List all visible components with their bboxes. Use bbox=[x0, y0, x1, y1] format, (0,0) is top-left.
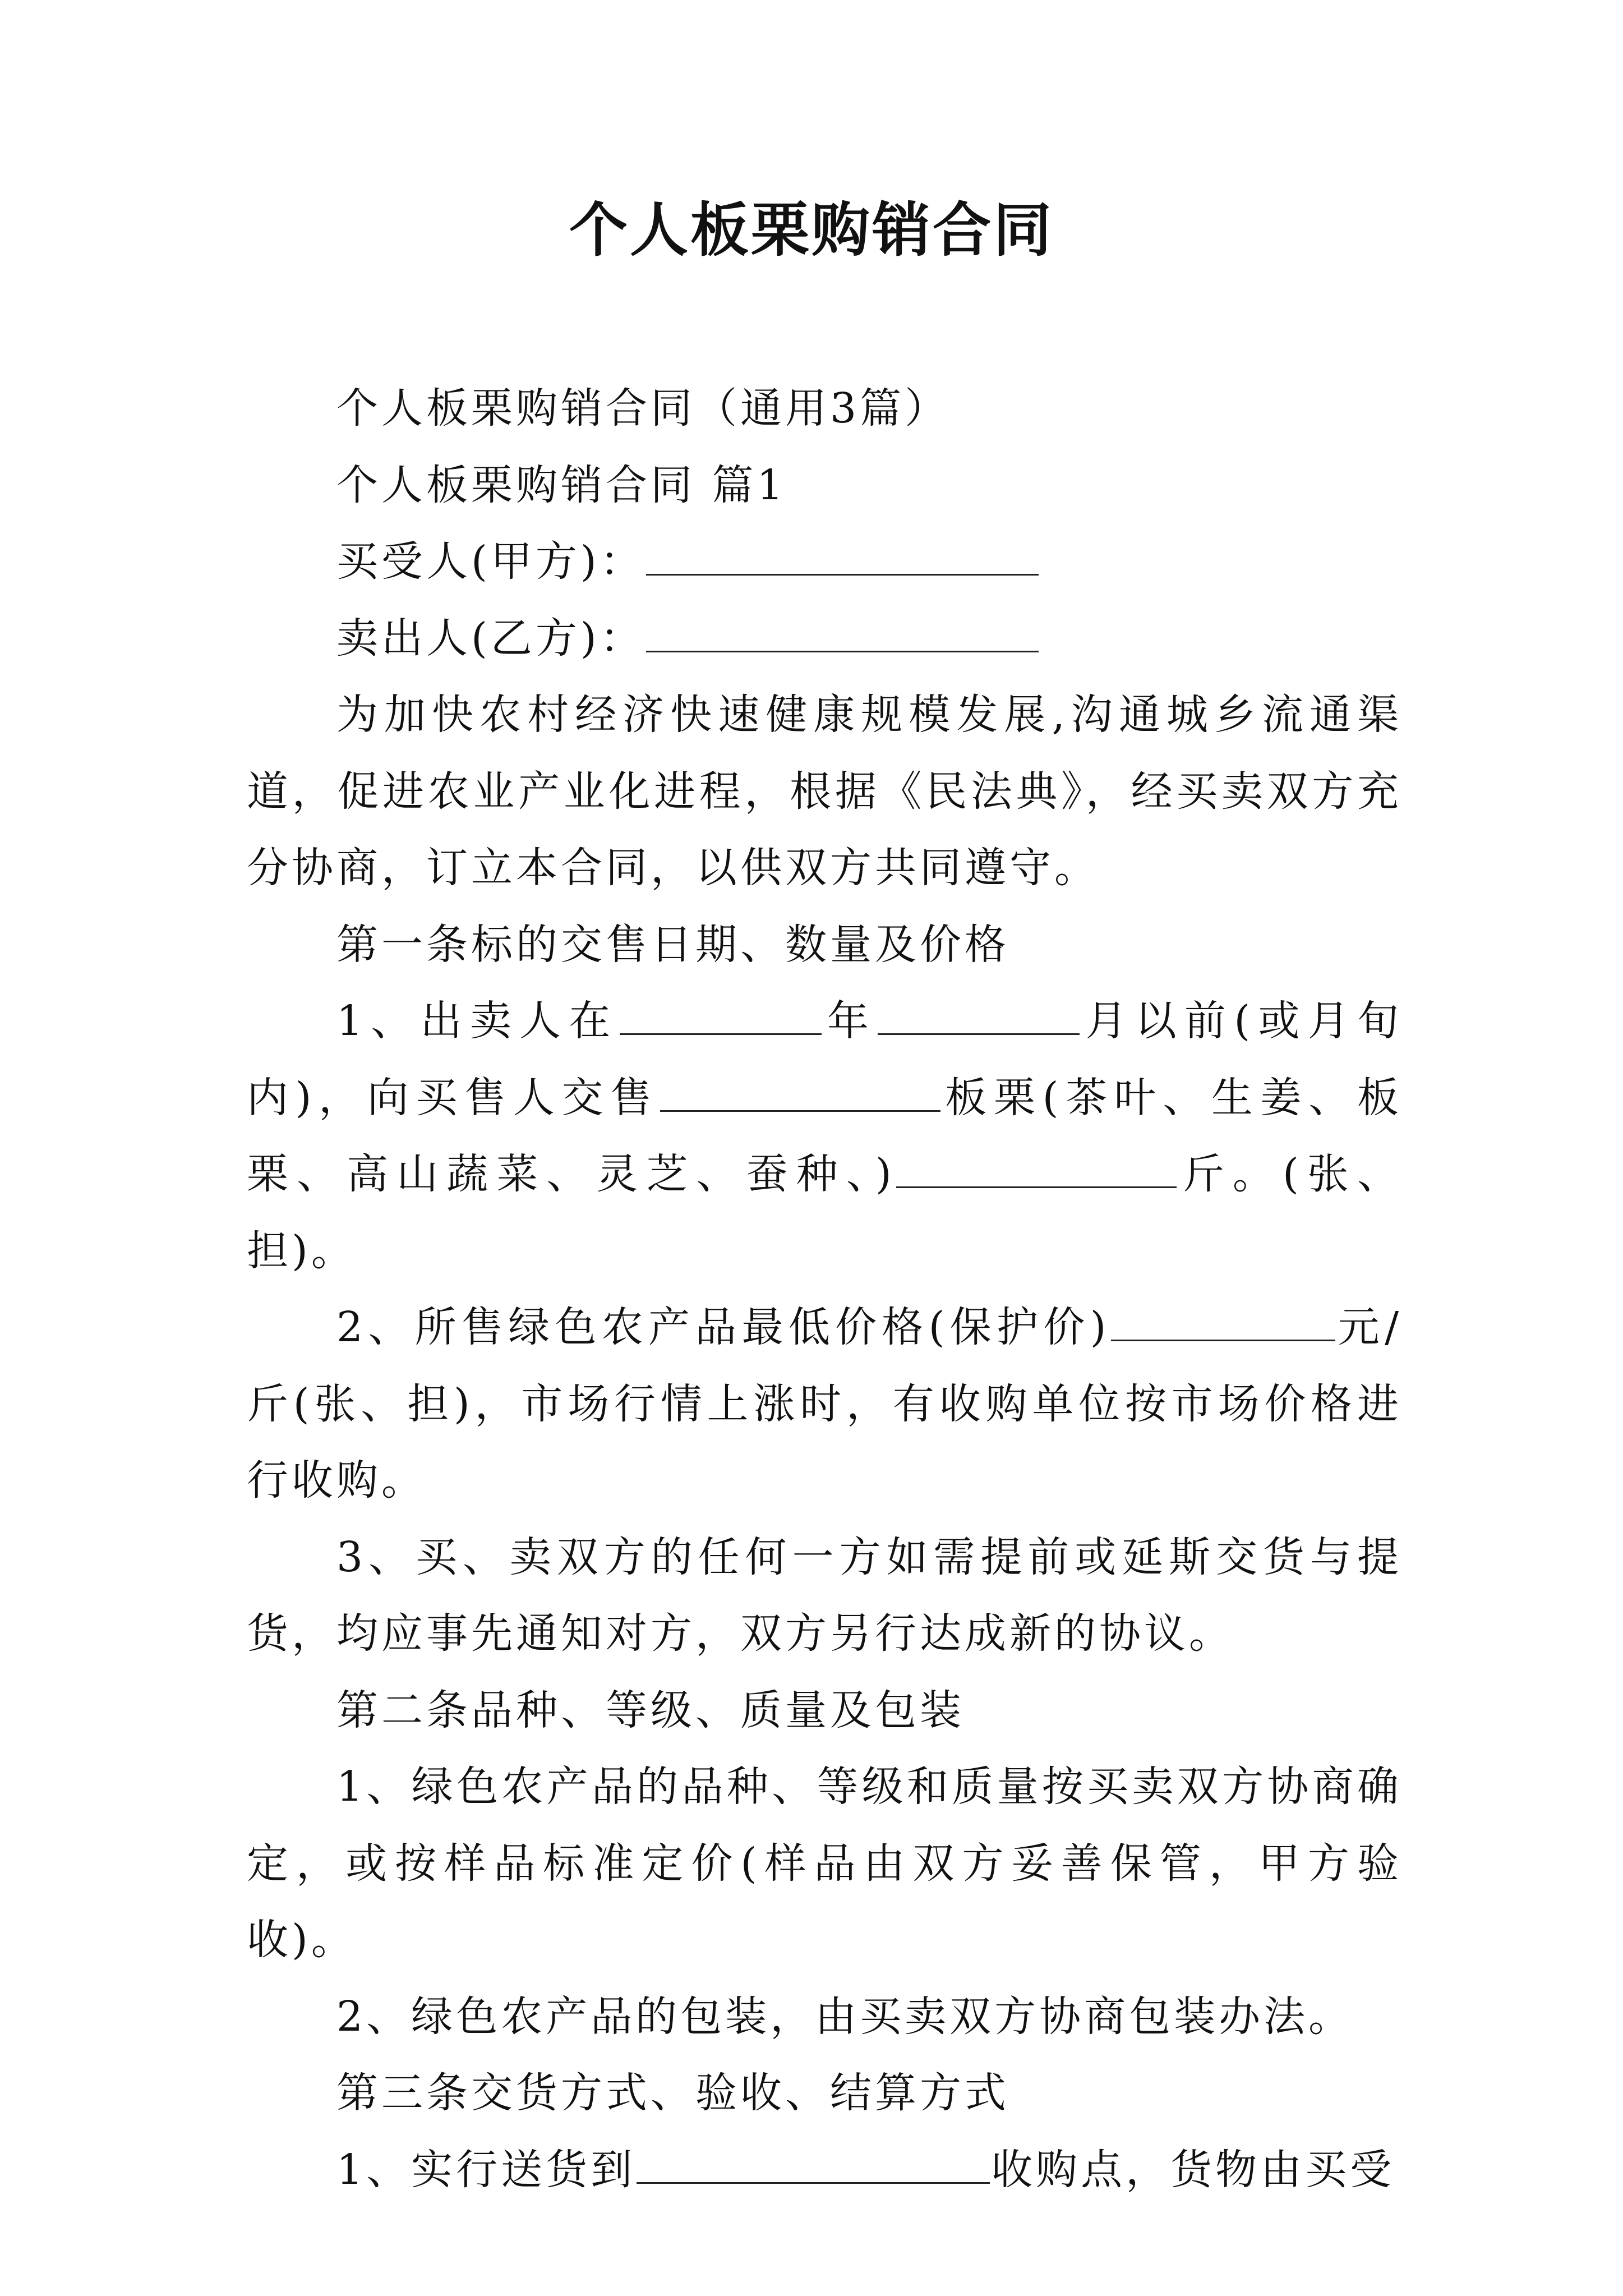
paragraph-article-2-clause-2 bbox=[247, 1978, 1402, 2055]
seller-label: 卖出人(乙方)： bbox=[336, 614, 645, 662]
place-blank-line bbox=[637, 2143, 990, 2184]
buyer-blank-line bbox=[646, 535, 1039, 576]
weight-blank-line bbox=[896, 1147, 1177, 1188]
paragraph-article-3-clause-1 bbox=[247, 2132, 1402, 2208]
paragraph-section-heading bbox=[247, 447, 1402, 524]
clause-2-text-b: 元/斤(张、担)，市场行情上涨时，有收购单位按市场价格进行收购。 bbox=[247, 1303, 1402, 1504]
paragraph-buyer bbox=[247, 523, 1402, 600]
seller-blank-line bbox=[646, 611, 1039, 652]
buyer-label: 买受人(甲方)： bbox=[336, 537, 645, 586]
paragraph-doc-heading bbox=[247, 370, 1402, 447]
clause-1-text-d: 板栗(茶叶、生姜、板栗、高山蔬菜、灵芝、蚕种、) bbox=[247, 1073, 1402, 1198]
clause-1-text-e: 斤。(张、担)。 bbox=[247, 1150, 1402, 1275]
year-blank-line bbox=[620, 994, 822, 1035]
clause-3-text: 3、买、卖双方的任何一方如需提前或延斯交货与提货，均应事先通知对方，双方另行达成新的协议。 bbox=[247, 1533, 1402, 1658]
paragraph-article-2-clause-1 bbox=[247, 1749, 1402, 1978]
document-title: 个人板栗购销合同 bbox=[569, 195, 1054, 264]
article-2-clause-1-text: 1、绿色农产品的品种、等级和质量按买卖双方协商确定，或按样品标准定价(样品由双方妥善保管，甲方验收)。 bbox=[247, 1763, 1402, 1964]
article-3-clause-1-text-b: 收购点，货物由买受 bbox=[991, 2145, 1395, 2194]
article-3-heading-text: 第三条交货方式、验收、结算方式 bbox=[336, 2069, 1009, 2117]
clause-1-text-c: 月以前(或月旬内)，向买售人交售 bbox=[247, 997, 1403, 1122]
doc-heading-text: 个人板栗购销合同（通用3篇） bbox=[336, 384, 950, 432]
clause-1-text-a: 1、出卖人在 bbox=[336, 997, 619, 1045]
paragraph-article-2-heading bbox=[247, 1672, 1402, 1749]
article-3-clause-1-text-a: 1、实行送货到 bbox=[336, 2145, 636, 2194]
month-blank-line bbox=[878, 994, 1080, 1035]
paragraph-preamble bbox=[247, 677, 1402, 907]
article-2-heading-text: 第二条品种、等级、质量及包装 bbox=[336, 1686, 965, 1734]
paragraph-article-1-clause-3 bbox=[247, 1519, 1402, 1672]
article-1-heading-text: 第一条标的交售日期、数量及价格 bbox=[336, 920, 1009, 969]
clause-1-text-b: 年 bbox=[822, 997, 877, 1045]
product-blank-line bbox=[660, 1071, 940, 1112]
paragraph-article-3-heading bbox=[247, 2055, 1402, 2132]
section-heading-text: 个人板栗购销合同 篇1 bbox=[336, 461, 787, 509]
clause-2-text-a: 2、所售绿色农产品最低价格(保护价) bbox=[336, 1303, 1110, 1351]
price-blank-line bbox=[1111, 1300, 1335, 1341]
preamble-text: 为加快农村经济快速健康规模发展,沟通城乡流通渠道，促进农业产业化进程，根据《民法典》，经买卖双方充分协商，订立本合同，以供双方共同遵守。 bbox=[247, 691, 1402, 892]
paragraph-article-1-clause-2 bbox=[247, 1289, 1402, 1519]
paragraph-article-1-heading bbox=[247, 907, 1402, 983]
article-2-clause-2-text: 2、绿色农产品的包装，由买卖双方协商包装办法。 bbox=[336, 1992, 1354, 2041]
document-body bbox=[247, 370, 1402, 2208]
paragraph-seller bbox=[247, 600, 1402, 677]
paragraph-article-1-clause-1 bbox=[247, 983, 1402, 1289]
